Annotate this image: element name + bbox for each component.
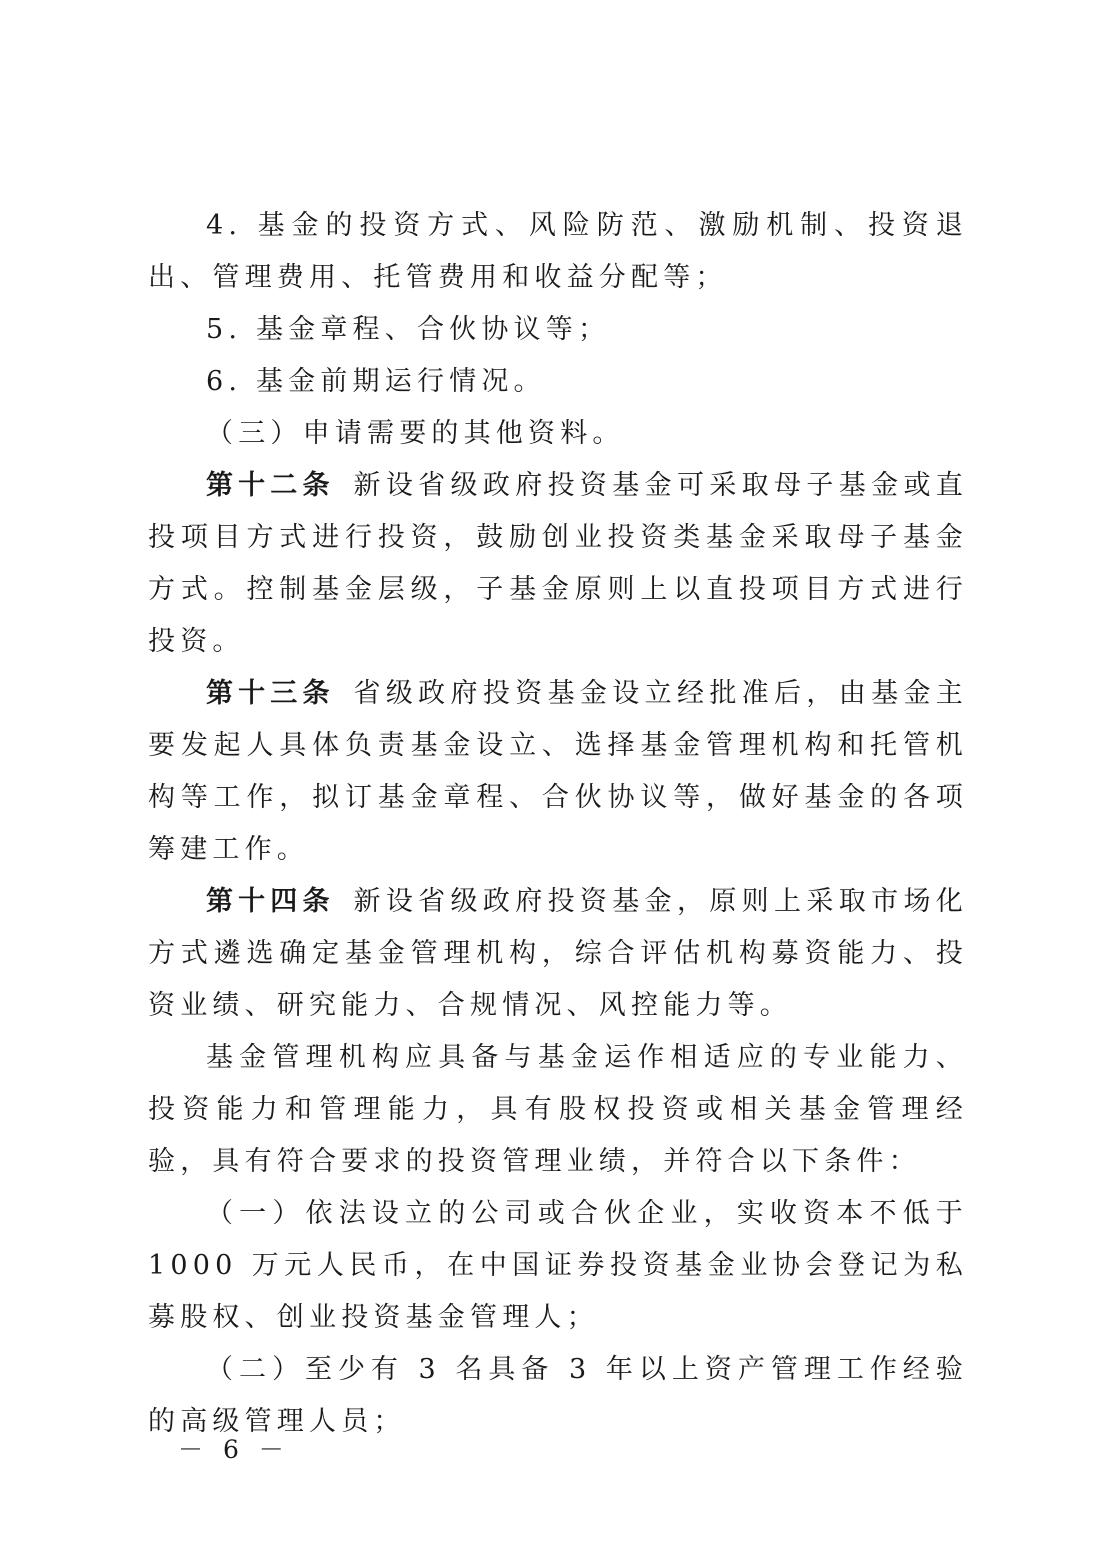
article-13 bbox=[148, 668, 968, 876]
article-12-text: 新设省级政府投资基金可采取母子基金或直投项目方式进行投资，鼓励创业投资类基金采取母子基金方式。控制基金层级，子基金原则上以直投项目方式进行投资。 bbox=[148, 470, 968, 657]
article-13-text: 省级政府投资基金设立经批准后，由基金主要发起人具体负责基金设立、选择基金管理机构和托管机构等工作，拟订基金章程、合伙协议等，做好基金的各项筹建工作。 bbox=[148, 678, 968, 865]
paragraph-item-4: 4. 基金的投资方式、风险防范、激励机制、投资退出、管理费用、托管费用和收益分配等； bbox=[148, 210, 968, 293]
page-number: － 6 － bbox=[178, 1435, 290, 1464]
article-14 bbox=[148, 876, 968, 1032]
article-12-heading: 第十二条 bbox=[206, 470, 335, 501]
paragraph-condition-2: （二）至少有 3 名具备 3 年以上资产管理工作经验的高级管理人员； bbox=[148, 1354, 968, 1437]
paragraph-item-5: 5. 基金章程、合伙协议等； bbox=[206, 314, 611, 345]
document-body bbox=[148, 200, 968, 1448]
paragraph-item-three: （三）申请需要的其他资料。 bbox=[206, 418, 625, 449]
article-14-heading: 第十四条 bbox=[206, 886, 335, 917]
article-13-heading: 第十三条 bbox=[206, 678, 335, 709]
article-12 bbox=[148, 460, 968, 668]
article-14-text: 新设省级政府投资基金，原则上采取市场化方式遴选确定基金管理机构，综合评估机构募资能力、投资业绩、研究能力、合规情况、风控能力等。 bbox=[148, 886, 968, 1021]
paragraph-item-6: 6. 基金前期运行情况。 bbox=[206, 366, 546, 397]
paragraph-condition-1: （一）依法设立的公司或合伙企业，实收资本不低于 1000 万元人民币，在中国证券投资基金业协会登记为私募股权、创业投资基金管理人； bbox=[148, 1198, 968, 1333]
paragraph-management-requirements: 基金管理机构应具备与基金运作相适应的专业能力、投资能力和管理能力，具有股权投资或相关基金管理经验，具有符合要求的投资管理业绩，并符合以下条件： bbox=[148, 1042, 968, 1177]
